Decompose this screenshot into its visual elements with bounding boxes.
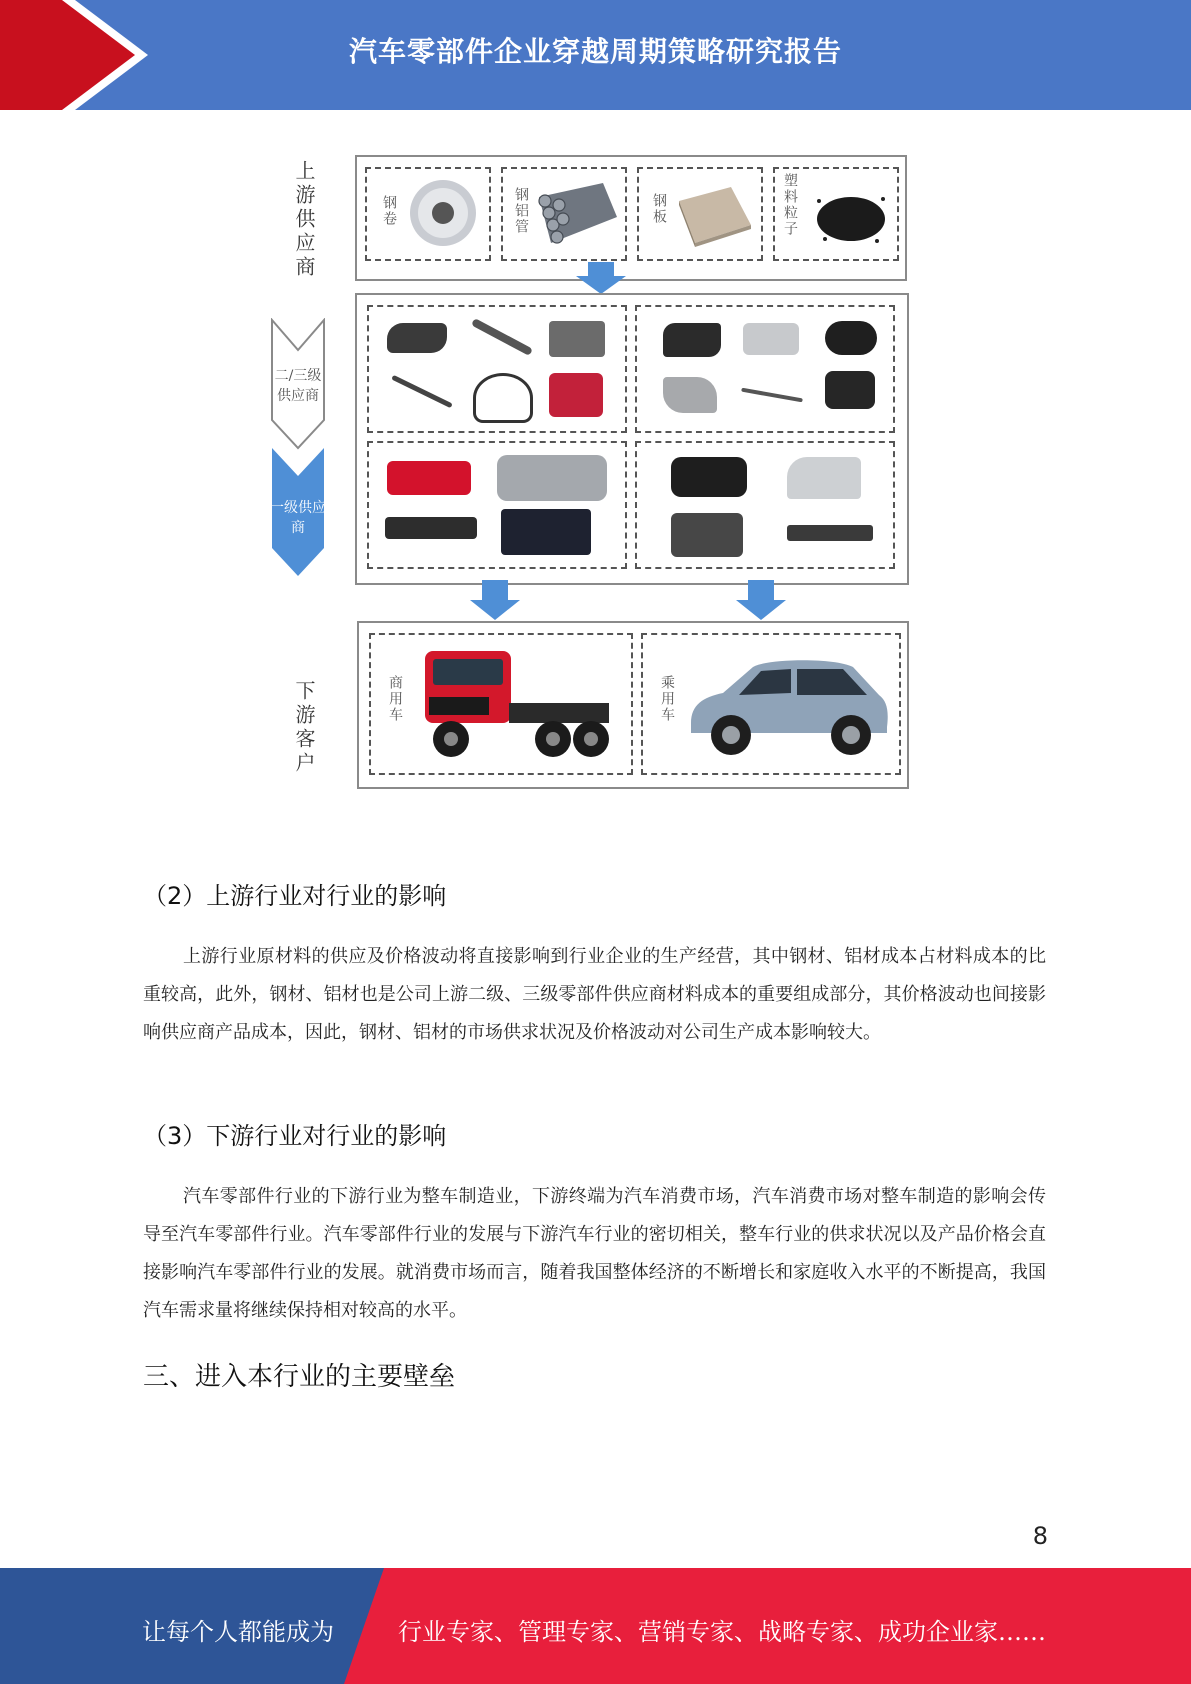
section-heading-downstream: （3）下游行业对行业的影响 (143, 1122, 447, 1150)
section-body-upstream: 上游行业原材料的供应及价格波动将直接影响到行业企业的生产经营，其中钢材、铝材成本占材料成本的比重较高，此外，钢材、铝材也是公司上游二级、三级零部件供应商材料成本的重要组成部分，其价格波动也间接影响供应商产品成本，因此，钢材、铝材的市场供求状况及价格波动对公司生产成本影响较大。 (143, 946, 1046, 1043)
page-header (0, 0, 1191, 110)
footer-slogan-right: 行业专家、管理专家、营销专家、战略专家、成功企业家…… (398, 1618, 1046, 1646)
battery-pack-part (501, 509, 591, 555)
down-arrow-icon (736, 580, 786, 620)
material-label: 钢板 (651, 193, 667, 225)
tier23-label: 二/三级供应商 (274, 368, 322, 404)
material-label: 钢铝管 (513, 187, 529, 235)
fuel-tank-part (497, 455, 607, 501)
customer-label: 商用车 (387, 675, 403, 723)
page-number: 8 (1032, 1522, 1048, 1550)
downstream-box (357, 621, 909, 789)
bracket-part (663, 323, 721, 357)
axle-part (385, 517, 477, 539)
material-steel-tube (501, 167, 627, 261)
customer-passenger-vehicle (641, 633, 901, 775)
steel-plate-icon (675, 183, 755, 247)
chapter-heading: 三、进入本行业的主要壁垒 (143, 1362, 456, 1392)
material-label: 钢卷 (381, 195, 397, 227)
material-plastic-pellets (773, 167, 899, 261)
material-steel-plate (637, 167, 763, 261)
headlamp-part (387, 323, 447, 353)
supplier-box (355, 293, 909, 585)
shock-absorber-part (471, 318, 533, 356)
steel-coil-icon (407, 177, 479, 249)
material-label: 塑料粒子 (782, 173, 798, 237)
sensor-part (825, 371, 875, 409)
customer-label: 乘用车 (659, 675, 675, 723)
customer-commercial-vehicle (369, 633, 633, 775)
truck-icon (415, 647, 615, 763)
tier1-parts-group (367, 441, 627, 569)
footer-slogan-left: 让每个人都能成为 (142, 1618, 334, 1646)
door-frame-part (787, 457, 861, 499)
material-steel-coil (365, 167, 491, 261)
report-title: 汽车零部件企业穿越周期策略研究报告 (348, 35, 842, 68)
tier1-parts-group (635, 441, 895, 569)
pedal-assembly-part (671, 513, 743, 557)
tier23-parts-group (367, 305, 627, 433)
engine-mount-part (671, 457, 747, 497)
wire-harness-part (473, 373, 533, 423)
pipe-part (741, 388, 803, 403)
upstream-box (355, 155, 907, 281)
down-arrow-icon (470, 580, 520, 620)
plastic-pellets-icon (811, 183, 891, 247)
red-panel-part (549, 373, 603, 417)
rubber-bushing-part (825, 321, 877, 355)
tier1-label: 一级供应商 (270, 500, 326, 536)
suv-icon (683, 649, 891, 761)
mount-part (743, 323, 799, 355)
upstream-label: 上游供应商 (292, 160, 316, 280)
downstream-label: 下游客户 (292, 680, 316, 776)
section-heading-upstream: （2）上游行业对行业的影响 (143, 882, 447, 910)
steel-tube-icon (533, 177, 619, 251)
supply-chain-diagram (270, 150, 955, 830)
tier23-parts-group (635, 305, 895, 433)
cross-beam-part (787, 525, 873, 541)
front-bumper-part (387, 461, 471, 495)
section-body-downstream: 汽车零部件行业的下游行业为整车制造业，下游终端为汽车消费市场，汽车消费市场对整车制造的影响会传导至汽车零部件行业。汽车零部件行业的发展与下游汽车行业的密切相关，整车行业的供求状况以及产品价格会直接影响汽车零部件行业的发展。就消费市场而言，随着我国整体经济的不断增长和家庭收入水平的不断提高，我国汽车需求量将继续保持相对较高的水平。 (143, 1186, 1046, 1321)
hinge-part (663, 377, 717, 413)
rod-part (391, 375, 453, 408)
down-arrow-icon (576, 262, 626, 294)
bracket-part (549, 321, 605, 357)
page-footer (0, 1568, 1191, 1684)
